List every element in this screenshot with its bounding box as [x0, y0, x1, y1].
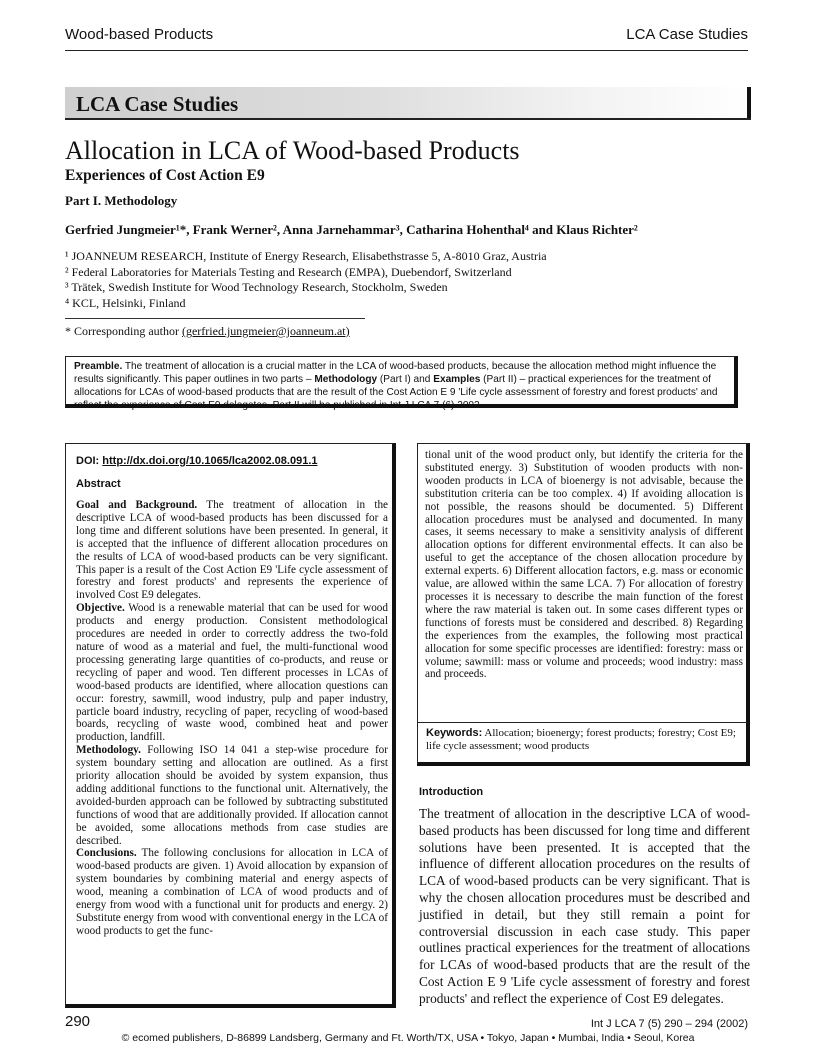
introduction-heading: Introduction: [419, 786, 484, 798]
paragraph-text: The following conclusions for allocation in LCA of wood-based products are given. 1) Avoid allocation by expansion of system boundaries by combining material and energy aspects of wood, meaning a combination of LCA of wood products and of energy from wood with a functional unit for products and energy. 2) Substitute energy from wood with conventional energy in the LCA of wood products to get the func-: [76, 847, 388, 937]
preamble-text: (Part I) and: [377, 373, 434, 385]
affiliation: ⁴ KCL, Helsinki, Finland: [65, 295, 186, 310]
page-number: 290: [65, 1013, 91, 1030]
header-rule: [65, 50, 748, 51]
paragraph-head: Conclusions.: [76, 847, 137, 860]
introduction-body: [419, 806, 750, 1008]
affiliation: ¹ JOANNEUM RESEARCH, Institute of Energy Research, Elisabethstrasse 5, A-8010 Graz, Austria: [65, 249, 547, 263]
affiliations: [65, 249, 547, 311]
doi-link[interactable]: http://dx.doi.org/10.1065/lca2002.08.091.1: [102, 455, 318, 467]
author-email-link[interactable]: (gerfried.jungmeier@joanneum.at): [181, 324, 350, 338]
abstract-paragraph: [76, 499, 388, 602]
banner-label: LCA Case Studies: [76, 92, 239, 116]
keywords-box: [417, 722, 750, 766]
running-header-left: Wood-based Products: [65, 26, 214, 43]
keywords-text: Allocation; bioenergy; forest products; forestry; Cost E9; life cycle assessment; wood products: [426, 727, 736, 752]
paragraph-text: Following ISO 14 041 a step-wise procedure for system boundary setting and allocation are outlined. As a first priority allocation should be avoided by system expansion, thus adding additional functions to the functional unit. Alternatively, the avoided-burden approach can be followed by subtracting substituted functions of wood that are additionally provided. If allocation cannot be avoided, some allocations methods from case studies are described.: [76, 744, 388, 847]
preamble-text: (Part II) – practical experiences for the treatment of allocations for LCAs of wood-based products that are the result of the Cost Action E 9 'Life cycle assessment of forestry and forest products' and reflect the experience of Cost E9 delegates. Part II will be published in Int J LCA 7 (6) 2002.: [74, 373, 718, 411]
preamble-box: [65, 356, 738, 411]
preamble-methodology: Methodology: [314, 373, 378, 385]
author-list: Gerfried Jungmeier¹*, Frank Werner², Anna Jarnehammar³, Catharina Hohenthal⁴ and Klaus Richter²: [65, 222, 638, 237]
running-header: [65, 26, 748, 52]
preamble-text: The treatment of allocation is a crucial matter in the LCA of wood-based products, because the allocation method might influence the results significantly. This paper outlines in two parts –: [74, 361, 717, 385]
doi-line: [76, 455, 318, 467]
banner-underline: [65, 118, 751, 120]
journal-citation: Int J LCA 7 (5) 290 – 294 (2002): [590, 1018, 748, 1030]
preamble-examples: Examples: [433, 373, 481, 385]
preamble-label: Preamble.: [74, 361, 123, 372]
paragraph-head: Methodology.: [76, 744, 141, 757]
article-title: Allocation in LCA of Wood-based Products: [65, 136, 520, 165]
doi-label: DOI:: [76, 455, 103, 467]
abstract-body: [76, 499, 388, 938]
running-header-right: LCA Case Studies: [626, 26, 748, 43]
affiliation: ³ Trätek, Swedish Institute for Wood Technology Research, Stockholm, Sweden: [65, 280, 448, 294]
corresponding-author: [65, 324, 350, 339]
abstract-paragraph: [76, 847, 388, 937]
keywords-label: Keywords:: [426, 727, 483, 739]
abstract-heading: Abstract: [76, 478, 121, 490]
paragraph-text: Wood is a renewable material that can be used for wood products and energy production. Consistent methodological procedures are needed in order to correctly address the two-fold nature of wood as a material and fuel, the multi-functional wood processing generating large quantities of co-products, and reuse or recycling of paper and wood. Ten different processes in LCAs of wood-based products are identified, where allocation questions can occur: forestry, sawmill, wood industry, pulp and paper industry, particle board industry, recycling of paper, recycling of wood-based boards, recycling of waste wood, combined heat and power production, landfill.: [76, 602, 388, 744]
abstract-paragraph: [76, 744, 388, 847]
article-subtitle: Experiences of Cost Action E9: [65, 167, 265, 184]
paragraph-text: The treatment of allocation in the descriptive LCA of wood-based products has been discussed for a long time and different solutions have been presented. In general, it is accepted that the influence of different allocation procedures on the results of LCA of wood-based products can be very significant. This paper is a result of the Cost Action E9 'Life cycle assessment of forestry and forest products' and represents the experience of involved Cost E9 delegates.: [76, 499, 388, 602]
corresponding-label: * Corresponding author: [65, 324, 179, 338]
abstract-paragraph: [76, 602, 388, 744]
banner-bar: [747, 87, 751, 120]
abstract-continuation: tional unit of the wood product only, but identify the criteria for the substituted energy. 3) Substitution of wooden products with non-wooden products in LCA of bioenergy is not advisable, because the substitution criteria can be too complex. 4) If avoiding allocation is not possible, the reasons should be documented. 5) Different allocation procedures must be analysed and documented. In many cases, it seems necessary to make a sensitivity analysis of different allocation options for different environmental effects. It can also be useful to get the acceptance of the chosen allocation procedure by external experts. 6) Different allocation factors, e.g. mass or economic value, are allowed within the same LCA. 7) For allocation of forestry processes it is necessary to describe the main function of the forest where the raw material is taken out. In some cases different types or functions of forests must be considered and described. 8) Regarding the experiences from the examples, the following most practical allocation for some specific processes are identified: forestry: mass or volume; sawmill: mass or volume and proceeds; wood industry: mass and proceeds.: [425, 449, 743, 681]
article-part: Part I. Methodology: [65, 193, 178, 208]
publisher-line: © ecomed publishers, D-86899 Landsberg, Germany and Ft. Worth/TX, USA • Tokyo, Japan • Mumbai, India • Seoul, Korea: [121, 1032, 695, 1044]
section-banner: [65, 87, 751, 120]
paragraph-head: Goal and Background.: [76, 499, 198, 511]
introduction-paragraph: The treatment of allocation in the descriptive LCA of wood-based products has been discussed for long time and different solutions have been presented. It is accepted that the influence of different allocation procedures on the results of LCA of wood-based products can be very significant. That is why the chosen allocation procedures must be described and justified in detail, but they still remain a point for controversial discussion in each case study. This paper outlines practical experiences for the treatment of allocations for LCAs of wood-based products that are the result of the Cost Action E 9 'Life cycle assessment of forestry and forest products' and reflect the experience of Cost E9 delegates.: [419, 806, 750, 1006]
separator: [65, 318, 365, 319]
paragraph-head: Objective.: [76, 602, 125, 615]
affiliation: ² Federal Laboratories for Materials Testing and Research (EMPA), Duebendorf, Switzerland: [65, 264, 512, 279]
